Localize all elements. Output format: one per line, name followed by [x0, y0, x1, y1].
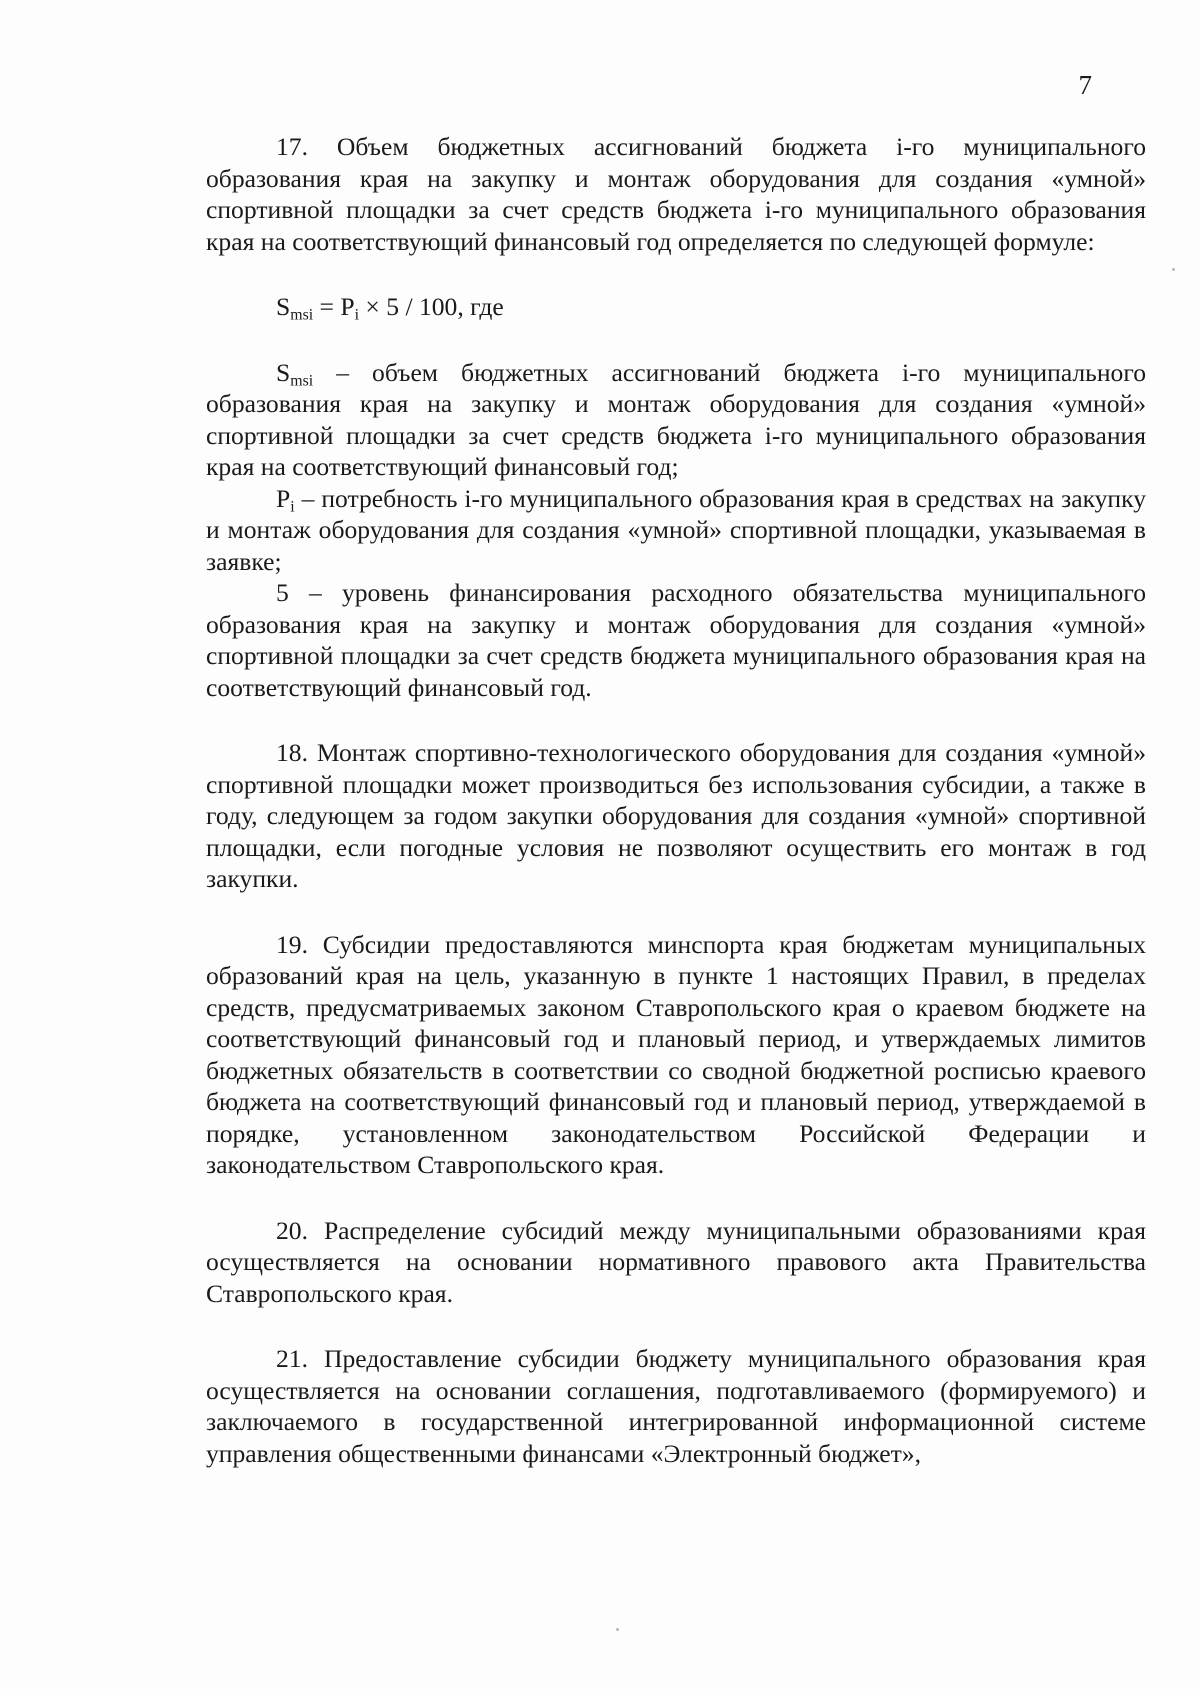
scan-speck [616, 1628, 619, 1631]
paragraph-20: 20. Распределение субсидий между муниципальными образованиями края осуществляется на основании нормативного правового акта Правительства Ставропольского края. [206, 1215, 1146, 1308]
definition-five: 5 – уровень финансирования расходного обязательства муниципального образования края на закупку и монтаж оборудования для создания «умной» спортивной площадки за счет средств бюджета муниципального образования края на соответствующий финансовый год. [206, 578, 1146, 702]
spacer [206, 895, 1146, 929]
spacer [206, 703, 1146, 737]
spacer [206, 1309, 1146, 1343]
paragraph-19: 19. Субсидии предоставляются минспорта края бюджетам муниципальных образований края на цель, указанную в пункте 1 настоящих Правил, в пределах средств, предусматриваемых законом Ставропольского края о краевом бюджете на соответствующий финансовый год и плановый период, и утверждаемых лимитов бюджетных обязательств в соответствии со сводной бюджетной росписью краевого бюджета на соответствующий финансовый год и плановый период, утверждаемой в порядке, установленном законодательством Российской Федерации и законодательством Ставропольского края. [206, 929, 1146, 1179]
spacer [206, 257, 1146, 291]
definition-p-symbol: P [276, 483, 291, 513]
formula-s-symbol: S [276, 292, 291, 321]
scan-speck [1172, 268, 1175, 271]
formula-rest: × 5 / 100, где [359, 292, 504, 321]
paragraph-18: 18. Монтаж спортивно-технологического оборудования для создания «умной» спортивной площадки может производиться без использования субсидии, а также в году, следующем за годом закупки оборудования для создания «умной» спортивной площадки, если погодные условия не позволяют осуществить его монтаж в год закупки. [206, 738, 1146, 893]
definition-p-subscript: i [290, 497, 295, 515]
spacer [206, 1181, 1146, 1215]
paragraph-21: 21. Предоставление субсидии бюджету муниципального образования края осуществляется на основании соглашения, подготавливаемого (формируемого) и заключаемого в государственной интегрированной информационной системе управления общественными финансами «Электронный бюджет», [206, 1344, 1146, 1468]
formula-equals-p: = P [313, 292, 355, 321]
page-number: 7 [1078, 70, 1092, 100]
paragraph-17: 17. Объем бюджетных ассигнований бюджета i-го муниципального образования края на закупку и монтаж оборудования для создания «умной» спортивной площадки за счет средств бюджета i-го муниципального образования края на соответствующий финансовый год определяется по следующей формуле: [206, 132, 1146, 256]
formula-p-subscript: i [354, 306, 360, 324]
definition-s [206, 357, 1146, 483]
definition-s-symbol: S [276, 357, 291, 387]
formula-s-subscript: msi [290, 306, 314, 324]
document-body [206, 131, 1146, 1469]
definition-s-subscript: msi [290, 371, 314, 389]
definition-s-text: – объем бюджетных ассигнований бюджета i-го муниципального образования края на закупку и монтаж оборудования для создания «умной» спортивной площадки за счет средств бюджета i-го муниципального образования края на соответствующий финансовый год; [206, 357, 1146, 481]
formula [206, 291, 1146, 323]
definition-p-text: – потребность i-го муниципального образования края в средствах на закупку и монтаж оборудования для создания «умной» спортивной площадки, указываемая в заявке; [206, 483, 1146, 576]
spacer [206, 323, 1146, 357]
definition-p [206, 483, 1146, 578]
